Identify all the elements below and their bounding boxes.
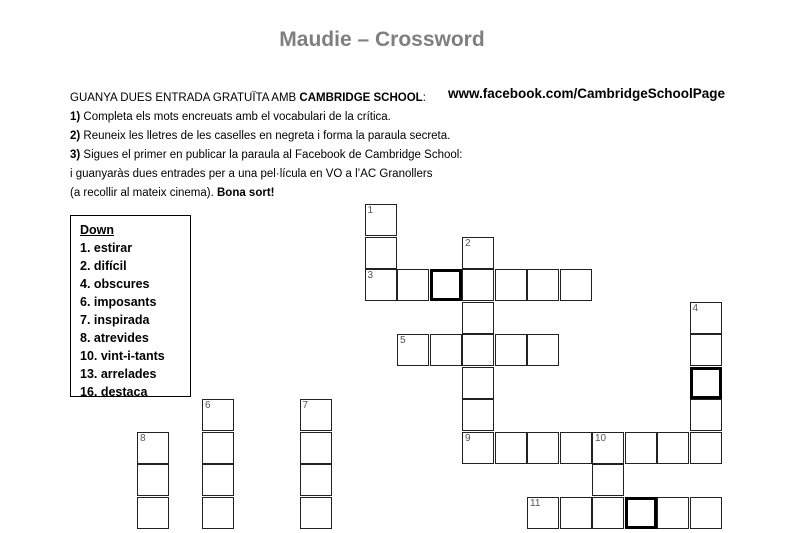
crossword-cell[interactable] xyxy=(300,432,332,464)
crossword-cell[interactable] xyxy=(592,432,624,464)
crossword-cell[interactable] xyxy=(690,334,722,366)
crossword-cell[interactable] xyxy=(300,497,332,529)
crossword-cell[interactable] xyxy=(527,334,559,366)
crossword-cell[interactable] xyxy=(300,399,332,431)
crossword-cell[interactable] xyxy=(690,302,722,334)
crossword-cell[interactable] xyxy=(462,399,494,431)
crossword-cell[interactable] xyxy=(690,497,722,529)
clue-item: 2. difícil xyxy=(80,259,127,273)
crossword-cell[interactable] xyxy=(625,432,657,464)
crossword-cell[interactable] xyxy=(137,497,169,529)
crossword-cell[interactable] xyxy=(462,334,494,366)
secret-letter-cell[interactable] xyxy=(430,269,462,301)
prize-text: GUANYA DUES ENTRADA GRATUÏTA AMB xyxy=(70,92,300,104)
crossword-cell[interactable] xyxy=(462,302,494,334)
clue-number: 8 xyxy=(140,432,146,444)
crossword-cell[interactable] xyxy=(462,432,494,464)
clue-number: 1 xyxy=(367,205,374,216)
crossword-cell[interactable] xyxy=(137,464,169,496)
clue-number: 2 xyxy=(465,237,471,249)
crossword-cell[interactable] xyxy=(365,269,397,301)
clue-item: 8. atrevides xyxy=(80,331,149,345)
step-number: 3) xyxy=(70,149,81,161)
crossword-cell[interactable] xyxy=(397,269,429,301)
clue-item: 13. arrelades xyxy=(80,367,157,381)
crossword-cell[interactable] xyxy=(527,497,559,529)
clue-number: 7 xyxy=(302,400,309,411)
crossword-cell[interactable] xyxy=(202,432,234,464)
instructions-line-5: i guanyaràs dues entrades per a una pel·lícula en VO a l’AC Granollers xyxy=(70,168,433,180)
clue-item: 10. vint-i-tants xyxy=(80,349,165,363)
crossword-cell[interactable] xyxy=(462,367,494,399)
crossword-cell[interactable] xyxy=(365,237,397,269)
crossword-cell[interactable] xyxy=(430,334,462,366)
crossword-cell[interactable] xyxy=(560,497,592,529)
clue-item: 16. destaca xyxy=(80,385,148,399)
crossword-cell[interactable] xyxy=(495,269,527,301)
crossword-cell[interactable] xyxy=(560,432,592,464)
crossword-cell[interactable] xyxy=(527,269,559,301)
clue-number: 9 xyxy=(465,432,471,444)
crossword-cell[interactable] xyxy=(462,269,494,301)
crossword-cell[interactable] xyxy=(592,464,624,496)
school-name: CAMBRIDGE SCHOOL xyxy=(299,92,423,104)
crossword-cell[interactable] xyxy=(202,399,234,431)
clue-item: 7. inspirada xyxy=(80,313,150,327)
step-number: 1) xyxy=(70,111,81,123)
secret-letter-cell[interactable] xyxy=(625,497,657,529)
crossword-cell[interactable] xyxy=(462,237,494,269)
clue-item: 4. obscures xyxy=(80,277,150,291)
crossword-cell[interactable] xyxy=(495,334,527,366)
step-text: Sigues el primer en publicar la paraula al Facebook de Cambridge School: xyxy=(80,149,463,161)
clues-heading: Down xyxy=(80,223,115,237)
step-number: 2) xyxy=(70,130,81,142)
crossword-cell[interactable] xyxy=(592,497,624,529)
clue-number: 10 xyxy=(595,432,607,444)
colon: : xyxy=(422,92,426,104)
crossword-cell[interactable] xyxy=(202,497,234,529)
page-title: Maudie – Crossword xyxy=(279,28,485,51)
crossword-cell[interactable] xyxy=(495,432,527,464)
crossword-cell[interactable] xyxy=(560,269,592,301)
crossword-cell[interactable] xyxy=(527,432,559,464)
crossword-cell[interactable] xyxy=(690,399,722,431)
crossword-cell[interactable] xyxy=(397,334,429,366)
step-text: Completa els mots encreuats amb el vocabulari de la crítica. xyxy=(80,111,391,123)
clue-number: 5 xyxy=(400,335,406,346)
secret-letter-cell[interactable] xyxy=(690,367,722,399)
crossword-cell[interactable] xyxy=(202,464,234,496)
clue-number: 3 xyxy=(367,270,374,281)
crossword-cell[interactable] xyxy=(657,497,689,529)
crossword-cell[interactable] xyxy=(137,432,169,464)
facebook-link[interactable]: www.facebook.com/CambridgeSchoolPage xyxy=(448,86,726,101)
crossword-cell[interactable] xyxy=(365,204,397,236)
clue-item: 6. imposants xyxy=(80,295,157,309)
collect-text: (a recollir al mateix cinema). xyxy=(70,187,217,199)
clue-number: 6 xyxy=(205,400,211,411)
step-text: Reuneix les lletres de les caselles en negreta i forma la paraula secreta. xyxy=(80,130,451,142)
crossword-cell[interactable] xyxy=(300,464,332,496)
clue-number: 4 xyxy=(692,302,699,314)
clue-number: 11 xyxy=(530,497,541,509)
crossword-cell[interactable] xyxy=(690,432,722,464)
crossword-cell[interactable] xyxy=(657,432,689,464)
clue-item: 1. estirar xyxy=(80,241,133,255)
good-luck-text: Bona sort! xyxy=(216,187,275,199)
